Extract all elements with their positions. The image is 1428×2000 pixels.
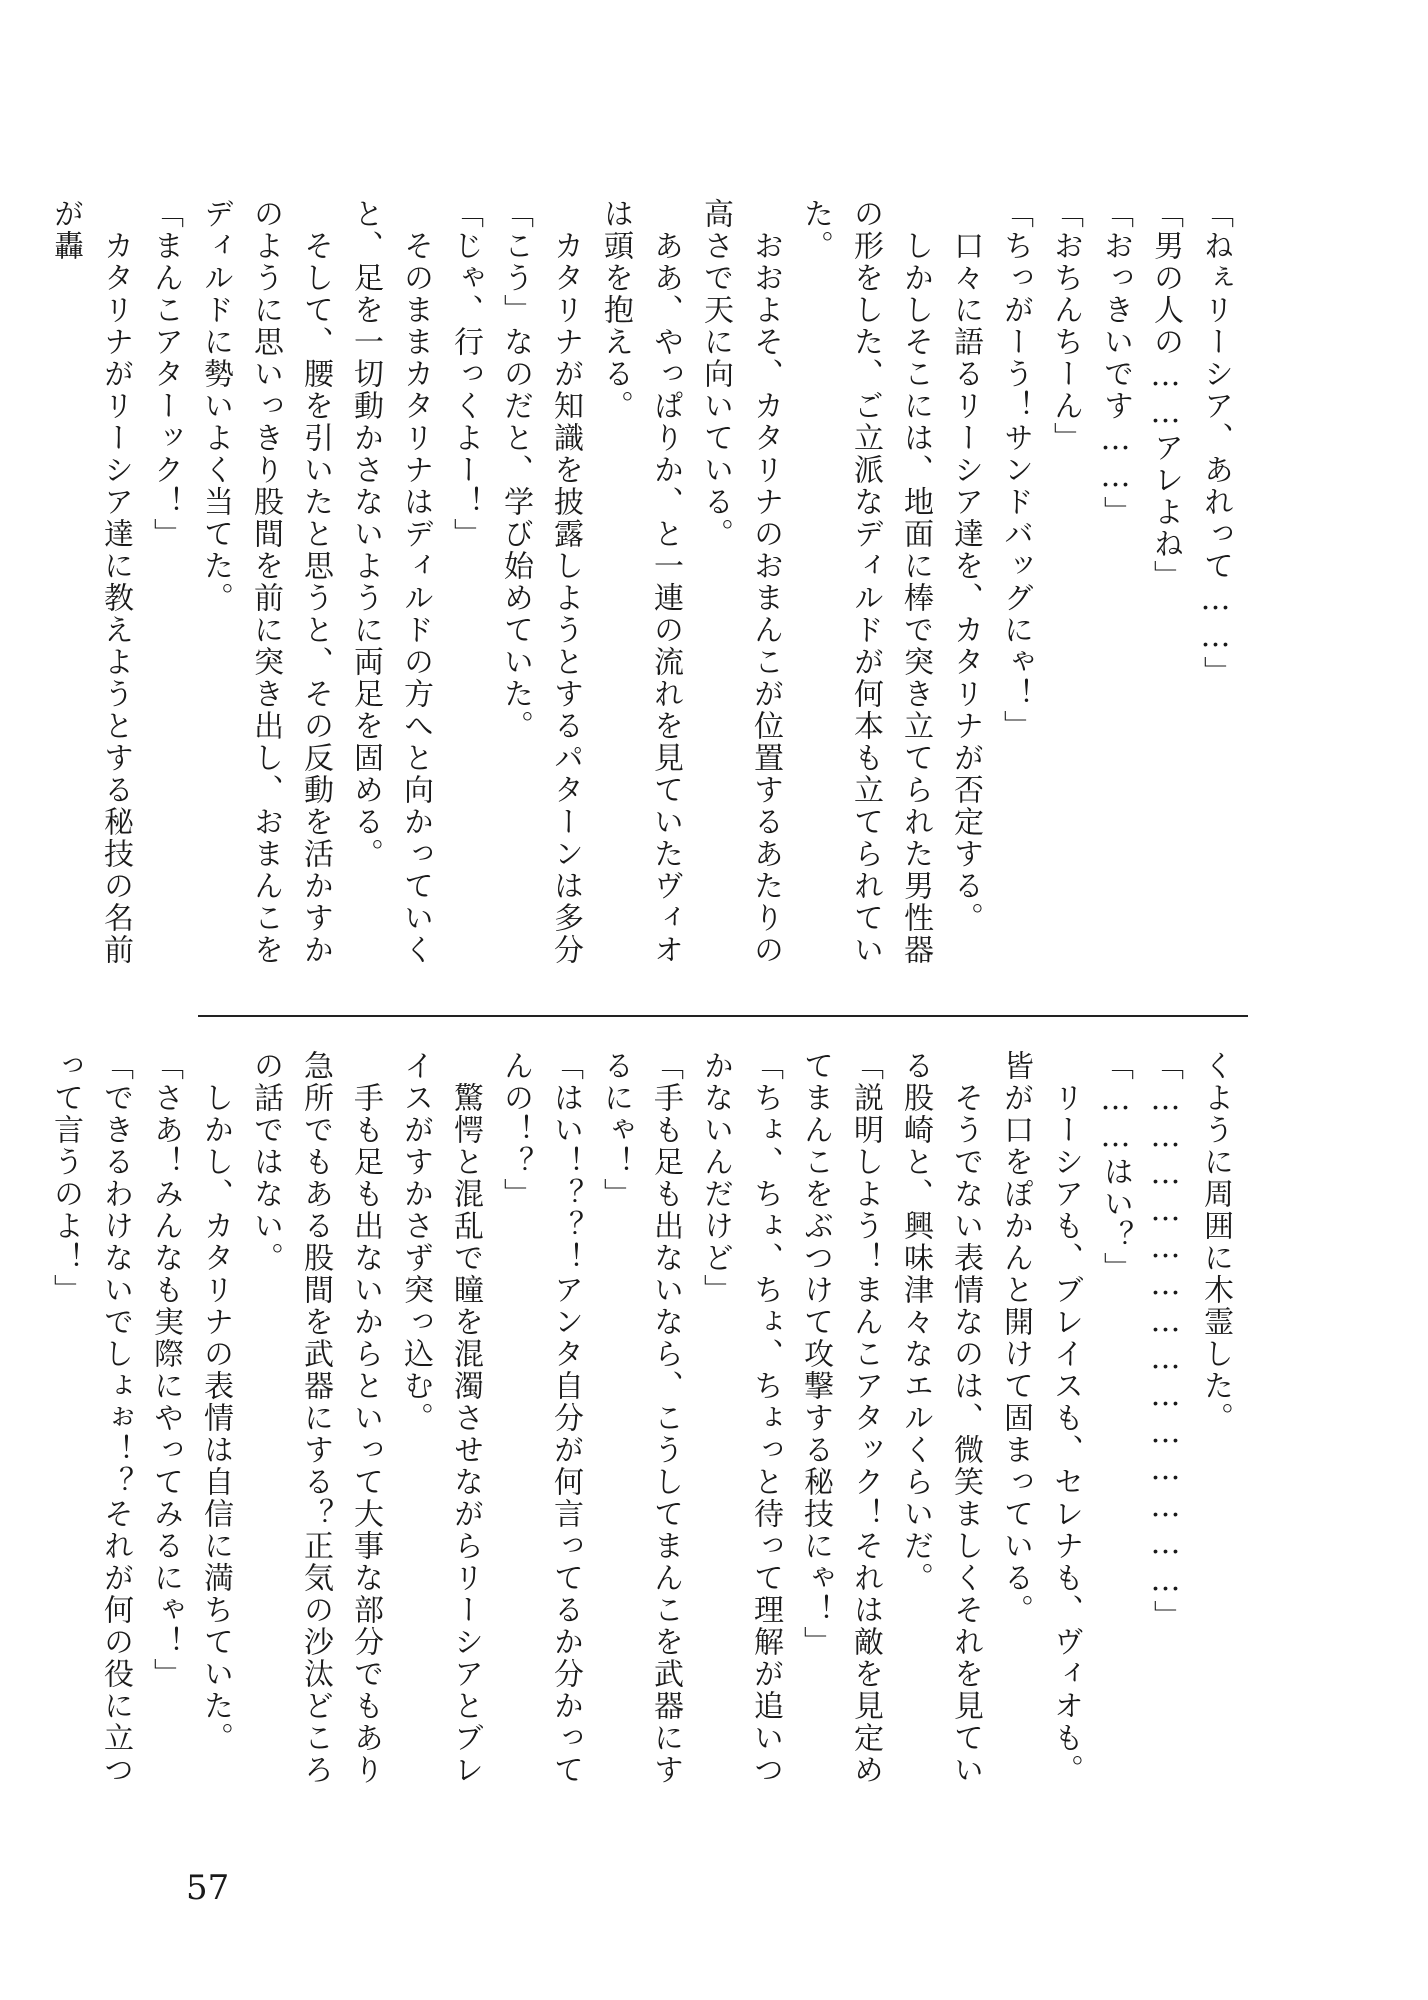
text-line: 「おっきいです……」 (1098, 198, 1133, 528)
text-tier-bottom (48, 1050, 1240, 1810)
text-line: 「手も足も出ないなら、こうしてまんこを武器にするにゃ！」 (598, 1050, 683, 1786)
text-line: ああ、やっぱりか、と一連の流れを見ていたヴィオは頭を抱える。 (598, 198, 683, 966)
text-line: 「さあ！みんなも実際にやってみるにゃ！」 (148, 1050, 183, 1690)
text-line: 「説明しよう！まんこアタック！それは敵を見定めてまんこをぶつけて攻撃する秘技にゃ！」 (798, 1050, 883, 1786)
text-line: カタリナがリーシア達に教えようとする秘技の名前が轟 (48, 198, 133, 966)
text-tier-top (48, 198, 1240, 982)
text-line: そうでない表情なのは、微笑ましくそれを見ている股崎と、興味津々なエルくらいだ。 (898, 1050, 983, 1786)
text-line: 「はい！？？！アンタ自分が何言ってるか分かってんの！？」 (498, 1050, 583, 1786)
text-line: 口々に語るリーシア達を、カタリナが否定する。 (948, 198, 983, 934)
text-line: 「おちんちーん」 (1048, 198, 1083, 454)
text-line: 「じゃ、行っくよー！」 (448, 198, 483, 550)
text-line: くように周囲に木霊した。 (1198, 1050, 1233, 1434)
text-line: 驚愕と混乱で瞳を混濁させながらリーシアとブレイスがすかさず突っ込む。 (398, 1050, 483, 1786)
text-line: 「……………………………………」 (1148, 1050, 1183, 1632)
text-line: 「……はい？」 (1098, 1050, 1133, 1284)
text-line: 「ちょ、ちょ、ちょ、ちょっと待って理解が追いつかないんだけど」 (698, 1050, 783, 1786)
text-line: しかしそこには、地面に棒で突き立てられた男性器の形をした、ご立派なディルドが何本も立てられていた。 (798, 198, 933, 966)
text-line: リーシアも、ブレイスも、セレナも、ヴィオも。皆が口をぽかんと開けて固まっている。 (998, 1050, 1083, 1786)
text-line: カタリナが知識を披露しようとするパターンは多分「こう」なのだと、学び始めていた。 (498, 198, 583, 966)
text-line: おおよそ、カタリナのおまんこが位置するあたりの高さで天に向いている。 (698, 198, 783, 966)
text-line: 「できるわけないでしょぉ！？それが何の役に立つって言うのよ！」 (48, 1050, 133, 1786)
text-line: 「ちっがーう！サンドバッグにゃ！」 (998, 198, 1033, 742)
section-divider (198, 1015, 1248, 1017)
text-line: そのままカタリナはディルドの方へと向かっていくと、足を一切動かさないように両足を固める。 (348, 198, 433, 966)
text-line: 「男の人の……アレよね」 (1148, 198, 1183, 592)
text-line: そして、腰を引いたと思うと、その反動を活かすかのように思いっきり股間を前に突き出し、おまんこをディルドに勢いよく当てた。 (198, 198, 333, 966)
text-line: しかし、カタリナの表情は自信に満ちていた。 (198, 1050, 233, 1754)
page-number: 57 (186, 1868, 230, 1908)
text-line: 「ねぇリーシア、あれって……」 (1198, 198, 1233, 688)
text-line: 手も足も出ないからといって大事な部分でもあり急所でもある股間を武器にする？正気の沙汰どころの話ではない。 (248, 1050, 383, 1786)
text-line: 「まんこアターック！」 (148, 198, 183, 550)
